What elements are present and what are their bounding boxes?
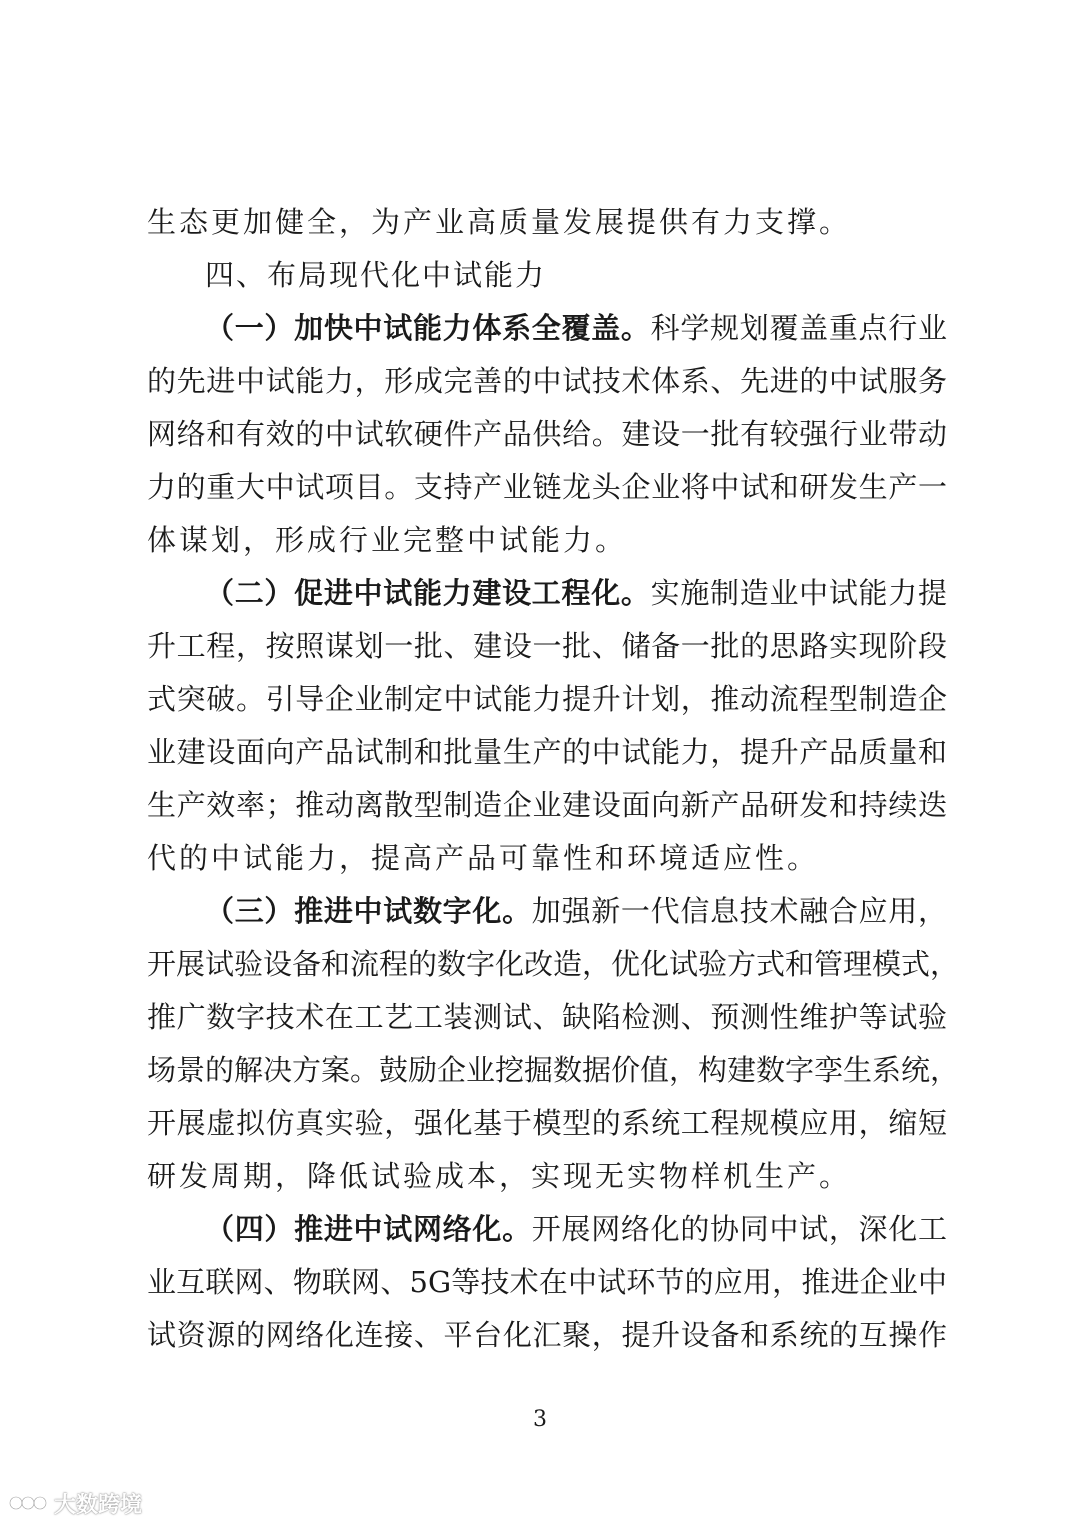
paragraph-line xyxy=(205,1207,947,1251)
line-text: 开展试验设备和流程的数字化改造，优化试验方式和管理模式， xyxy=(147,947,960,981)
line-text: 生产效率；推动离散型制造企业建设面向新产品研发和持续迭 xyxy=(147,788,947,822)
watermark xyxy=(8,1486,142,1520)
paragraph-line xyxy=(147,200,947,244)
paragraph-line xyxy=(147,995,947,1039)
line-text: 场景的解决方案。鼓励企业挖掘数据价值，构建数字孪生系统， xyxy=(147,1053,960,1087)
paragraph-line xyxy=(147,1101,947,1145)
page-number: 3 xyxy=(533,1407,547,1432)
paragraph-line xyxy=(205,889,947,933)
paragraph-line xyxy=(147,518,947,562)
watermark-text: 大数跨境 xyxy=(54,1492,143,1518)
paragraph-line xyxy=(147,1048,960,1092)
paragraph-line xyxy=(147,1154,947,1198)
heading-text: 四、布局现代化中试能力 xyxy=(205,258,547,292)
section-heading xyxy=(205,253,947,297)
line-text: 试资源的网络化连接、平台化汇聚，提升设备和系统的互操作 xyxy=(147,1318,947,1352)
line-text: 实施制造业中试能力提 xyxy=(650,576,947,610)
line-text: 推广数字技术在工艺工装测试、缺陷检测、预测性维护等试验 xyxy=(147,1000,947,1034)
line-text: 加强新一代信息技术融合应用， xyxy=(531,894,947,928)
paragraph-line xyxy=(147,1260,947,1304)
paragraph-line xyxy=(147,730,947,774)
line-text: 力的重大中试项目。支持产业链龙头企业将中试和研发生产一 xyxy=(147,470,947,504)
subheading-text: （二）促进中试能力建设工程化。 xyxy=(205,576,651,610)
paragraph-line xyxy=(147,677,947,721)
line-text: 的先进中试能力，形成完善的中试技术体系、先进的中试服务 xyxy=(147,364,947,398)
paragraph-line xyxy=(147,942,960,986)
line-text: 业建设面向产品试制和批量生产的中试能力，提升产品质量和 xyxy=(147,735,947,769)
paragraph-line xyxy=(147,412,947,456)
line-text: 开展虚拟仿真实验，强化基于模型的系统工程规模应用，缩短 xyxy=(147,1106,947,1140)
subheading-text: （四）推进中试网络化。 xyxy=(205,1212,532,1246)
line-text: 开展网络化的协同中试，深化工 xyxy=(531,1212,947,1246)
paragraph-line xyxy=(147,783,947,827)
paragraph-line xyxy=(147,624,947,668)
line-text: 代的中试能力，提高产品可靠性和环境适应性。 xyxy=(147,841,820,875)
line-text: 业互联网、物联网、5G等技术在中试环节的应用，推进企业中 xyxy=(147,1265,947,1299)
brand-logo-icon xyxy=(8,1490,48,1516)
paragraph-line xyxy=(147,836,947,880)
paragraph-line xyxy=(205,306,947,350)
line-text: 式突破。引导企业制定中试能力提升计划，推动流程型制造企 xyxy=(147,682,947,716)
line-text: 升工程，按照谋划一批、建设一批、储备一批的思路实现阶段 xyxy=(147,629,947,663)
paragraph-line xyxy=(147,465,947,509)
paragraph-line xyxy=(147,1313,947,1357)
subheading-text: （三）推进中试数字化。 xyxy=(205,894,532,928)
line-text: 生态更加健全，为产业高质量发展提供有力支撑。 xyxy=(147,205,852,239)
line-text: 科学规划覆盖重点行业 xyxy=(650,311,947,345)
line-text: 体谋划，形成行业完整中试能力。 xyxy=(147,523,628,557)
paragraph-line xyxy=(205,571,947,615)
line-text: 研发周期，降低试验成本，实现无实物样机生产。 xyxy=(147,1159,852,1193)
line-text: 网络和有效的中试软硬件产品供给。建设一批有较强行业带动 xyxy=(147,417,947,451)
paragraph-line xyxy=(147,359,947,403)
subheading-text: （一）加快中试能力体系全覆盖。 xyxy=(205,311,651,345)
